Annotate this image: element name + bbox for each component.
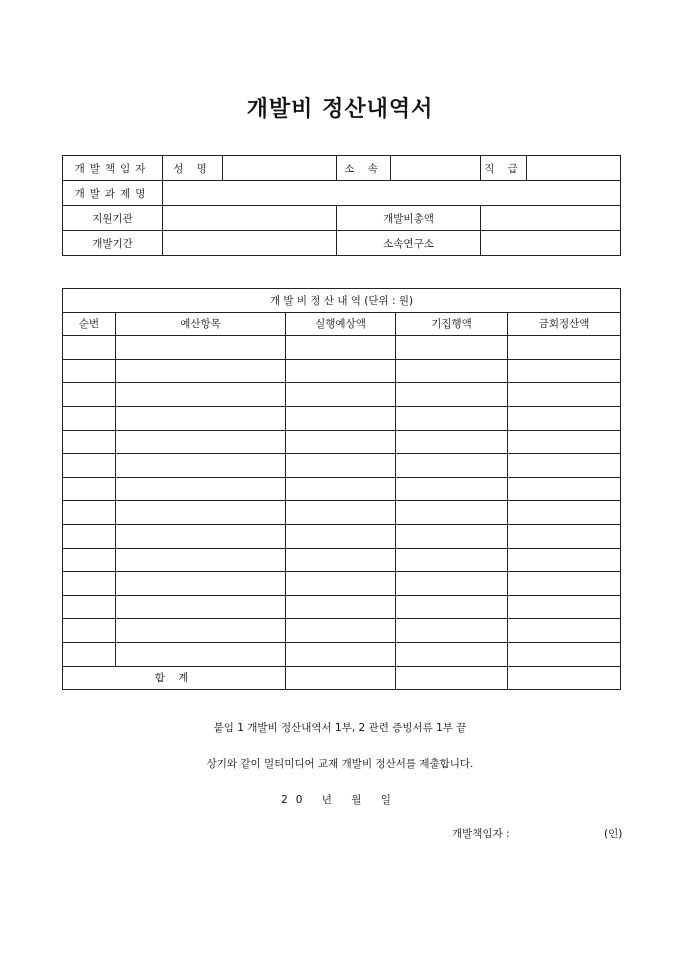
table-cell[interactable] — [508, 572, 621, 596]
table-cell[interactable] — [396, 501, 508, 525]
table-cell[interactable] — [63, 572, 116, 596]
total-executed-cell[interactable] — [396, 666, 508, 690]
table-cell[interactable] — [116, 524, 286, 548]
table-cell[interactable] — [508, 501, 621, 525]
header-expected-amount: 실행예상액 — [286, 312, 396, 336]
total-current-cell[interactable] — [508, 666, 621, 690]
table-cell[interactable] — [396, 359, 508, 383]
date-line: 20 년 월 일 — [281, 794, 399, 806]
table-cell[interactable] — [396, 430, 508, 454]
lab-field[interactable] — [481, 231, 621, 256]
table-cell[interactable] — [508, 383, 621, 407]
table-row — [63, 642, 621, 666]
affiliation-field[interactable] — [391, 156, 481, 181]
blank-rows — [63, 336, 621, 666]
seal-mark: (인) — [604, 828, 623, 840]
table-row — [63, 619, 621, 643]
header-executed-amount: 기집행액 — [396, 312, 508, 336]
table-row — [63, 524, 621, 548]
total-expected-cell[interactable] — [286, 666, 396, 690]
table-cell[interactable] — [116, 619, 286, 643]
table-cell[interactable] — [508, 430, 621, 454]
table-cell[interactable] — [116, 406, 286, 430]
table-cell[interactable] — [116, 477, 286, 501]
table-cell[interactable] — [63, 336, 116, 360]
name-field[interactable] — [223, 156, 337, 181]
table-cell[interactable] — [63, 524, 116, 548]
affiliation-label: 소 속 — [337, 156, 391, 181]
table-row — [63, 595, 621, 619]
table-cell[interactable] — [396, 572, 508, 596]
header-seq: 순번 — [63, 312, 116, 336]
project-name-label: 개발과제명 — [63, 181, 163, 206]
table-cell[interactable] — [508, 336, 621, 360]
table-cell[interactable] — [508, 477, 621, 501]
name-label: 성 명 — [163, 156, 223, 181]
table-cell[interactable] — [508, 359, 621, 383]
table-row — [63, 548, 621, 572]
table-cell[interactable] — [116, 336, 286, 360]
table-cell[interactable] — [286, 642, 396, 666]
table-row — [63, 454, 621, 478]
table-row — [63, 477, 621, 501]
table-cell[interactable] — [116, 642, 286, 666]
table-cell[interactable] — [63, 501, 116, 525]
table-cell[interactable] — [116, 359, 286, 383]
table-cell[interactable] — [508, 524, 621, 548]
table-cell[interactable] — [63, 548, 116, 572]
header-budget-item: 예산항목 — [116, 312, 286, 336]
table-cell[interactable] — [286, 595, 396, 619]
table-cell[interactable] — [286, 548, 396, 572]
table-row — [63, 406, 621, 430]
table-cell[interactable] — [508, 619, 621, 643]
table-cell[interactable] — [286, 430, 396, 454]
position-label: 직 급 — [481, 156, 527, 181]
period-label: 개발기간 — [63, 231, 163, 256]
table-cell[interactable] — [63, 595, 116, 619]
table-cell[interactable] — [396, 406, 508, 430]
settlement-caption: 개 발 비 정 산 내 역 (단위 : 원) — [63, 289, 621, 313]
project-info-table — [62, 155, 621, 256]
total-amount-label: 개발비총액 — [337, 206, 481, 231]
table-row — [63, 336, 621, 360]
table-cell[interactable] — [508, 595, 621, 619]
table-cell[interactable] — [286, 406, 396, 430]
table-cell[interactable] — [63, 383, 116, 407]
table-cell[interactable] — [116, 430, 286, 454]
agency-label: 지원기관 — [63, 206, 163, 231]
position-field[interactable] — [527, 156, 621, 181]
table-cell[interactable] — [508, 548, 621, 572]
table-cell[interactable] — [116, 548, 286, 572]
table-cell[interactable] — [396, 642, 508, 666]
table-cell[interactable] — [508, 642, 621, 666]
table-cell[interactable] — [286, 619, 396, 643]
lab-label: 소속연구소 — [337, 231, 481, 256]
table-cell[interactable] — [396, 336, 508, 360]
table-cell[interactable] — [286, 501, 396, 525]
table-cell[interactable] — [508, 406, 621, 430]
table-cell[interactable] — [286, 454, 396, 478]
table-cell[interactable] — [116, 383, 286, 407]
table-cell[interactable] — [396, 524, 508, 548]
table-cell[interactable] — [63, 359, 116, 383]
project-name-field[interactable] — [163, 181, 621, 206]
table-cell[interactable] — [508, 454, 621, 478]
table-cell[interactable] — [63, 406, 116, 430]
table-cell[interactable] — [286, 572, 396, 596]
table-cell[interactable] — [286, 359, 396, 383]
table-cell[interactable] — [286, 383, 396, 407]
table-cell[interactable] — [63, 430, 116, 454]
table-cell[interactable] — [116, 595, 286, 619]
table-cell[interactable] — [63, 454, 116, 478]
manager-label: 개발책임자 — [63, 156, 163, 181]
table-cell[interactable] — [116, 501, 286, 525]
table-row — [63, 359, 621, 383]
total-amount-field[interactable] — [481, 206, 621, 231]
table-cell[interactable] — [116, 572, 286, 596]
attachment-note: 붙임 1 개발비 정산내역서 1부, 2 관련 증빙서류 1부 끝 — [213, 722, 467, 734]
table-cell[interactable] — [396, 454, 508, 478]
table-cell[interactable] — [116, 454, 286, 478]
settlement-table — [62, 288, 621, 690]
table-cell[interactable] — [63, 477, 116, 501]
table-cell[interactable] — [63, 619, 116, 643]
table-cell[interactable] — [63, 642, 116, 666]
table-row — [63, 501, 621, 525]
table-cell[interactable] — [286, 477, 396, 501]
table-cell[interactable] — [286, 336, 396, 360]
total-label: 합 계 — [63, 666, 286, 690]
header-current-settlement: 금회정산액 — [508, 312, 621, 336]
document-title: 개발비 정산내역서 — [246, 97, 434, 122]
table-row — [63, 430, 621, 454]
table-row — [63, 383, 621, 407]
table-cell[interactable] — [396, 619, 508, 643]
table-cell[interactable] — [396, 595, 508, 619]
table-cell[interactable] — [396, 383, 508, 407]
signer-label: 개발책임자 : — [452, 828, 510, 840]
table-cell[interactable] — [286, 524, 396, 548]
table-row — [63, 572, 621, 596]
table-cell[interactable] — [396, 477, 508, 501]
submission-statement: 상기와 같이 멀티미디어 교재 개발비 정산서를 제출합니다. — [206, 758, 474, 770]
period-field[interactable] — [163, 231, 337, 256]
agency-field[interactable] — [163, 206, 337, 231]
table-cell[interactable] — [396, 548, 508, 572]
